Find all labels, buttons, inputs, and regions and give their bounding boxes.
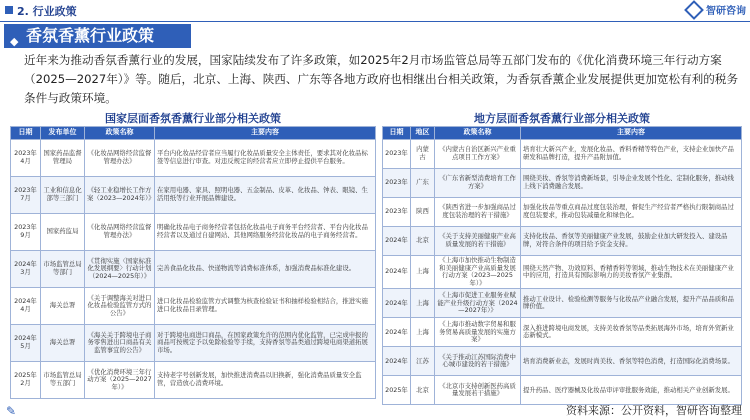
table-cell: 《上海市促进工业服务业赋能产业升级行动方案（2024—2027年）》 [435, 289, 521, 318]
table-cell: 2025年 [383, 376, 411, 405]
table-cell: 《关于调整海关对进口化妆品检验监管方式的公告》 [85, 288, 155, 325]
table-cell: 《关于推动江苏国际消费中心城市建设的若干措施》 [435, 347, 521, 376]
table-cell: 培育消费新业态，发展时尚美妆、香氛等特色消费，打造国际化消费场景。 [521, 347, 742, 376]
logo-icon [684, 0, 704, 19]
table-cell: 上海 [411, 289, 435, 318]
header-divider [0, 21, 750, 22]
table-cell: 《海关关于跨境电子商务零售进出口商品有关监管事宜的公告》 [85, 325, 155, 362]
table-cell: 《陕西省进一步加强商品过度包装治理的若干措施》 [435, 198, 521, 227]
table-cell: 推动工业设计、检验检测等服务与化妆品产业融合发展，提升产品品质和品牌价值。 [521, 289, 742, 318]
table-row [11, 362, 376, 399]
table-cell: 2024年3月 [11, 251, 41, 288]
table-cell: 2024年 [383, 256, 411, 289]
table-row [11, 177, 376, 214]
table-cell: 支持化妆品、香氛等美丽健康产业发展，鼓励企业加大研发投入、建设品牌，对符合条件的项目给予资金支持。 [521, 227, 742, 256]
table-row [11, 288, 376, 325]
table-cell: 北京 [411, 376, 435, 405]
table-cell: 《北京市支持创新医药高质量发展若干措施》 [435, 376, 521, 405]
table-cell: 支持老字号创新发展，加快推进消费品以旧换新，强化消费品质量安全监管，营造放心消费环境。 [155, 362, 376, 399]
table-row [11, 251, 376, 288]
col-header-content: 主要内容 [521, 127, 742, 140]
table-row [11, 325, 376, 362]
table-cell: 围绕美妆、香氛等消费新场景，引导企业发展个性化、定制化服务，推动线上线下消费融合发展。 [521, 169, 742, 198]
table-row [11, 214, 376, 251]
table-cell: 2024年 [383, 318, 411, 347]
table-cell: 2024年 [383, 347, 411, 376]
table-cell: 《化妆品网络经营监督管理办法》 [85, 140, 155, 177]
section-marker-icon [5, 6, 13, 14]
table-cell: 明确化妆品电子商务经营者包括化妆品电子商务平台经营者、平台内化妆品经营者以及通过自建网站、其他网络服务经营化妆品的电子商务经营者。 [155, 214, 376, 251]
col-header-region: 地区 [411, 127, 435, 140]
table-cell: 完善食品化妆品、快递物流等消费标准体系，加强消费品标准化建设。 [155, 251, 376, 288]
national-table-title: 国家层面香氛香薰行业部分相关政策 [105, 112, 281, 125]
table-row [383, 227, 742, 256]
table-cell: 《化妆品网络经营监督管理办法》 [85, 214, 155, 251]
table-cell: 2024年4月 [11, 288, 41, 325]
table-cell: 国家药监局 [41, 214, 85, 251]
table-cell: 2023年9月 [11, 214, 41, 251]
table-row [11, 140, 376, 177]
table-cell: 《上海市加快推动生物制造和美丽健康产业高质量发展行动方案（2023—2025年）》 [435, 256, 521, 289]
table-cell: 加强化妆品等重点商品过度包装治理，督促生产经营者严格执行限制商品过度包装要求，推动包装减量化和绿色化。 [521, 198, 742, 227]
table-cell: 海关总署 [41, 288, 85, 325]
col-header-content: 主要内容 [155, 127, 376, 140]
local-table-title: 地方层面香氛香薰行业部分相关政策 [474, 112, 650, 125]
table-cell: 国家药品监督管理局 [41, 140, 85, 177]
table-cell: 内蒙古 [411, 140, 435, 169]
table-cell: 工业和信息化部等三部门 [41, 177, 85, 214]
col-header-date: 日期 [11, 127, 41, 140]
col-header-date: 日期 [383, 127, 411, 140]
national-policy-table [10, 126, 376, 399]
col-header-policy: 政策名称 [435, 127, 521, 140]
table-cell: 江苏 [411, 347, 435, 376]
col-header-issuer: 发布单位 [41, 127, 85, 140]
table-cell: 陕西 [411, 198, 435, 227]
table-cell: 海关总署 [41, 325, 85, 362]
table-cell: 市场监管总局等五部门 [41, 362, 85, 399]
table-row [383, 169, 742, 198]
table-cell: 《内蒙古自治区新兴产业重点项目工作方案》 [435, 140, 521, 169]
table-cell: 上海 [411, 256, 435, 289]
local-policy-table [382, 126, 742, 405]
table-cell: 北京 [411, 227, 435, 256]
table-cell: 广东 [411, 169, 435, 198]
table-cell: 上海 [411, 318, 435, 347]
brand-logo [687, 2, 746, 17]
table-row [383, 198, 742, 227]
footer [0, 400, 750, 420]
table-row [383, 289, 742, 318]
table-cell: 培育壮大新兴产业，发展化妆品、香料香精等特色产业，支持企业加快产品研发和品牌打造，提升产品附加值。 [521, 140, 742, 169]
table-cell: 深入推进跨境电商发展，支持美妆香氛等品类拓展海外市场，培育外贸新业态新模式。 [521, 318, 742, 347]
pen-icon: ✎ [6, 404, 17, 418]
table-cell: 《上海市推动数字贸易和服务贸易高质量发展的实施方案》 [435, 318, 521, 347]
table-row [383, 256, 742, 289]
section-title: 2. 行业政策 [17, 5, 77, 18]
table-cell: 对于跨境电商进口商品，在国家政策允许的范围内优化监管，已完成申报的商品可按规定予以免除检验等手续，支持香氛等品类通过跨境电商渠道拓展市场。 [155, 325, 376, 362]
top-bar [0, 0, 750, 22]
table-cell: 2024年 [383, 289, 411, 318]
col-header-policy: 政策名称 [85, 127, 155, 140]
table-cell: 2024年 [383, 227, 411, 256]
table-cell: 围绕天然产物、功效原料、香精香料等领域，推动生物技术在美丽健康产业中的应用，打造具有国际影响力的美妆香氛产业集群。 [521, 256, 742, 289]
intro-paragraph: 近年来为推动香氛香薰行业的发展，国家陆续发布了许多政策，如2025年2月市场监管总局等五部门发布的《优化消费环境三年行动方案（2025—2027年）》等。随后，北京、上海、陕西、广东等各地方政府也相继出台相关政策，为香氛香薰企业发展提供更加宽松有利的税务条件与政策环境。 [24, 53, 739, 105]
table-row [383, 347, 742, 376]
table-cell: 平台内化妆品经营者应当履行化妆品质量安全主体责任，要求其对化妆品标签等信息进行审查。对违反规定的经营者应立即停止提供平台服务。 [155, 140, 376, 177]
table-cell: 《贯彻实施〈国家标准化发展纲要〉行动计划（2024—2025年）》 [85, 251, 155, 288]
diamond-icon: ◆ [10, 35, 19, 48]
table-cell: 《广东省新型消费培育工作方案》 [435, 169, 521, 198]
logo-text: 智研咨询 [706, 6, 746, 17]
table-cell: 2023年7月 [11, 177, 41, 214]
table-cell: 《优化消费环境三年行动方案（2025—2027年）》 [85, 362, 155, 399]
table-cell: 提升药品、医疗器械及化妆品审评审批服务效能，推动相关产业创新发展。 [521, 376, 742, 405]
table-cell: 进口化妆品检验监管方式调整为核查检验证书和抽样检验相结合，推进实施进口化妆品目录管理。 [155, 288, 376, 325]
table-cell: 《关于支持美丽健康产业高质量发展的若干措施》 [435, 227, 521, 256]
table-cell: 《轻工业稳增长工作方案（2023—2024年）》 [85, 177, 155, 214]
source-note: 资料来源：公开资料，智研咨询整理 [566, 404, 742, 417]
table-row [383, 140, 742, 169]
table-row [383, 318, 742, 347]
page-banner [4, 24, 191, 48]
table-cell: 2023年 [383, 140, 411, 169]
table-cell: 市场监管总局等部门 [41, 251, 85, 288]
table-cell: 2025年2月 [11, 362, 41, 399]
table-cell: 2023年4月 [11, 140, 41, 177]
table-cell: 在家用电器、家具、照明电器、五金制品、皮革、化妆品、钟表、眼镜、生活用纸等行业开展品牌建设。 [155, 177, 376, 214]
page-title: 香氛香薰行业政策 [26, 26, 155, 45]
table-cell: 2023年 [383, 169, 411, 198]
table-cell: 2024年5月 [11, 325, 41, 362]
table-cell: 2023年 [383, 198, 411, 227]
